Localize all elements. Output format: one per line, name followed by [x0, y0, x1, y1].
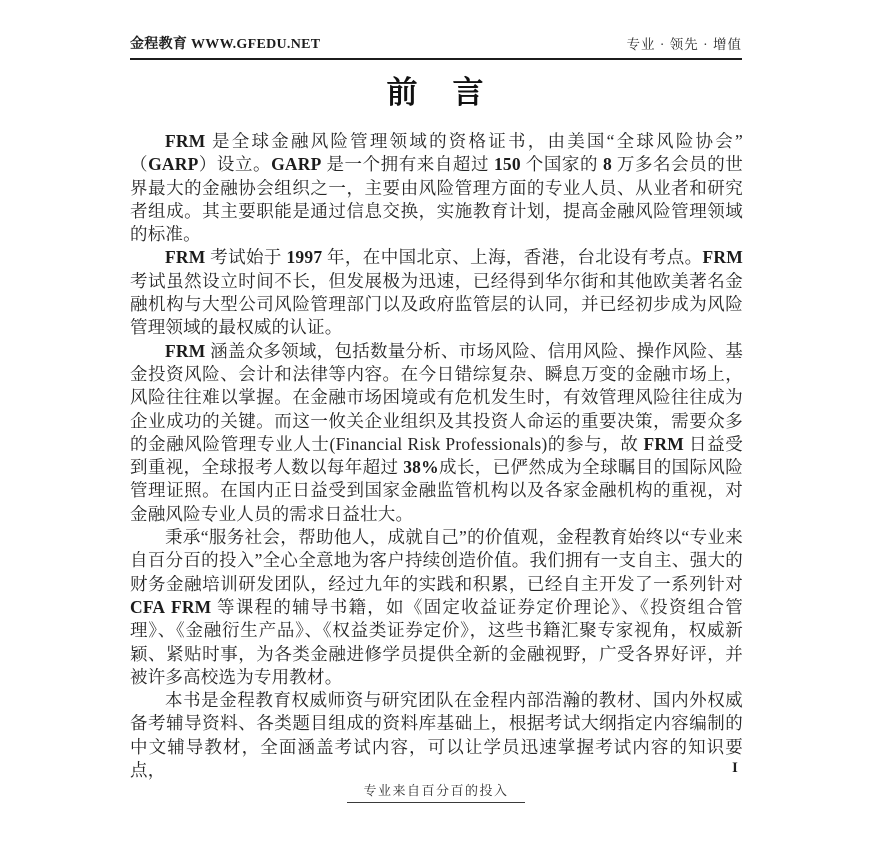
- paragraph: FRM 是全球金融风险管理领域的资格证书，由美国“全球风险协会”（GARP）设立。GARP 是一个拥有来自超过 150 个国家的 8 万多名会员的世界最大的金融协会组织之一，主要由风险管理方面的专业人员、从业者和研究者组成。其主要职能是通过信息交换，实施教育计划，提高金融风险管理领域的标准。: [130, 131, 743, 245]
- header-brand: 金程教育 WWW.GFEDU.NET: [130, 37, 321, 52]
- page-footer: [130, 780, 742, 803]
- page-header: [130, 33, 742, 60]
- header-slogan: 专业 · 领先 · 增值: [626, 37, 742, 52]
- paragraph: 秉承“服务社会，帮助他人，成就自己”的价值观，金程教育始终以“专业来自百分百的投入”全心全意地为客户持续创造价值。我们拥有一支自主、强大的财务金融培训研发团队，经过九年的实践和积累，已经自主开发了一系列针对 CFA FRM 等课程的辅导书籍，如《固定收益证券定价理论》、《投资组合管理》、《金融衍生产品》、《权益类证券定价》，这些书籍汇聚专家视角，权威新颖、紧贴时事，为各类金融进修学员提供全新的金融视野，广受各界好评，并被许多高校选为专用教材。: [130, 527, 743, 687]
- page-number: I: [732, 760, 738, 776]
- page-title: 前 言: [386, 75, 486, 110]
- paragraph: FRM 考试始于 1997 年，在中国北京、上海，香港，台北设有考点。FRM 考试虽然设立时间不长，但发展极为迅速，已经得到华尔街和其他欧美著名金融机构与大型公司风险管理部门以及政府监管层的认同，并已经初步成为风险管理领域的最权威的认证。: [130, 247, 743, 338]
- footer-motto: 专业来自百分百的投入: [347, 780, 524, 803]
- preface-body: [130, 130, 743, 782]
- paragraph: FRM 涵盖众多领域，包括数量分析、市场风险、信用风险、操作风险、基金投资风险、会计和法律等内容。在今日错综复杂、瞬息万变的金融市场上，风险往往难以掌握。在金融市场困境或有危机发生时，有效管理风险往往成为企业成功的关键。而这一攸关企业组织及其投资人命运的重要决策，需要众多的金融风险管理专业人士(Financial Risk Professionals)的参与，故 FRM 日益受到重视，全球报考人数以每年超过 38%成长，已俨然成为全球瞩目的国际风险管理证照。在国内正日益受到国家金融监管机构以及各家金融机构的重视，对金融风险专业人员的需求日益壮大。: [130, 340, 743, 524]
- paragraph: 本书是金程教育权威师资与研究团队在金程内部浩瀚的教材、国内外权威备考辅导资料、各类题目组成的资料库基础上，根据考试大纲指定内容编制的中文辅导教材，全面涵盖考试内容，可以让学员迅速掌握考试内容的知识要点，: [130, 690, 743, 781]
